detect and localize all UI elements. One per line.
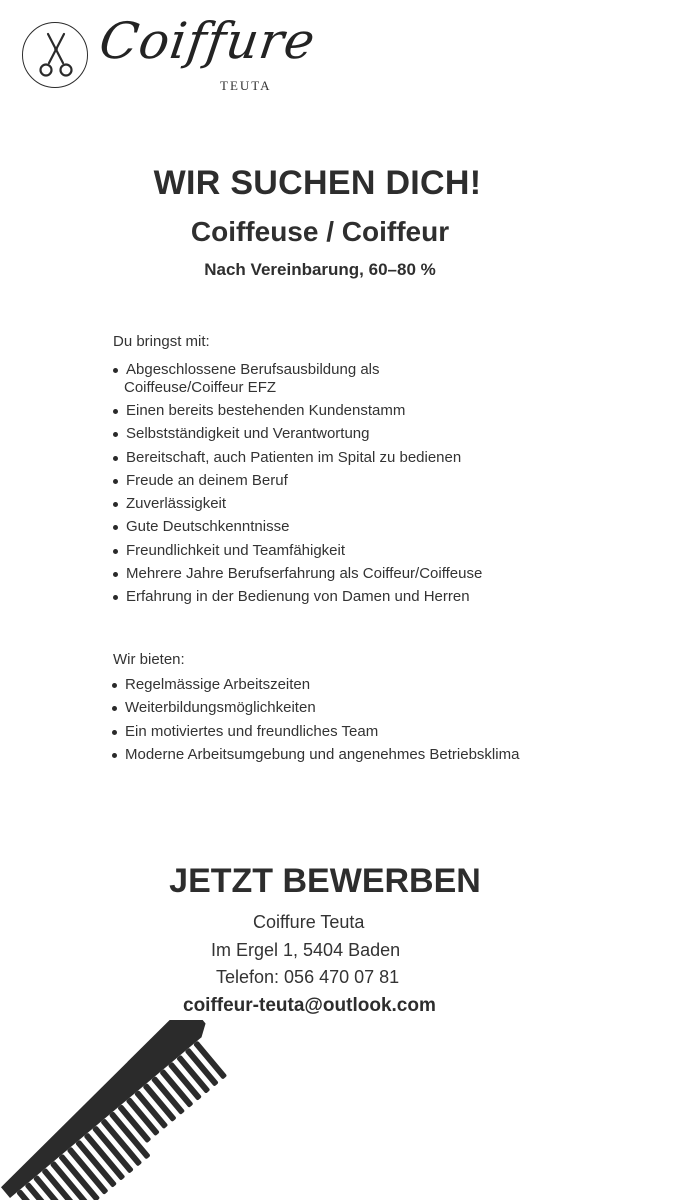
list-item: Freundlichkeit und Teamfähigkeit	[112, 542, 482, 560]
scissors-icon	[36, 32, 76, 80]
list-item: Mehrere Jahre Berufserfahrung als Coiffeur/Coiffeuse	[112, 565, 482, 583]
logo-subtitle: TEUTA	[220, 78, 272, 93]
address: Im Ergel 1, 5404 Baden	[211, 940, 401, 960]
email-link[interactable]: coiffeur-teuta@outlook.com	[183, 995, 436, 1016]
page-title: WIR SUCHEN DICH!	[153, 164, 482, 202]
list-item: Zuverlässigkeit	[112, 495, 482, 513]
list-item: Weiterbildungsmöglichkeiten	[111, 699, 519, 717]
comb-icon	[0, 1020, 240, 1200]
phone[interactable]: Telefon: 056 470 07 81	[216, 967, 400, 987]
list-item: Ein motiviertes und freundliches Team	[111, 723, 519, 741]
offers-title: Wir bieten:	[113, 651, 185, 668]
list-item: Moderne Arbeitsumgebung und angenehmes Betriebsklima	[111, 746, 519, 764]
list-item: Selbstständigkeit und Verantwortung	[112, 425, 482, 443]
list-item: Abgeschlossene Berufsausbildung als	[112, 361, 482, 379]
list-item: Regelmässige Arbeitszeiten	[111, 676, 519, 694]
logo-badge	[22, 22, 88, 88]
offers-list	[111, 676, 519, 769]
apply-heading: JETZT BEWERBEN	[169, 862, 481, 900]
list-item: Bereitschaft, auch Patienten im Spital zu bedienen	[112, 449, 482, 467]
list-item-continuation: Coiffeuse/Coiffeur EFZ	[124, 379, 277, 396]
list-item: Gute Deutschkenntnisse	[112, 518, 482, 536]
requirements-list	[112, 361, 482, 612]
job-terms: Nach Vereinbarung, 60–80 %	[204, 260, 436, 279]
list-item: Freude an deinem Beruf	[112, 472, 482, 490]
list-item: Erfahrung in der Bedienung von Damen und Herren	[112, 588, 482, 606]
requirements-title: Du bringst mit:	[113, 333, 210, 350]
logo-wordmark: Coiffure	[95, 12, 320, 70]
job-position: Coiffeuse / Coiffeur	[190, 216, 450, 247]
list-item: Einen bereits bestehenden Kundenstamm	[112, 402, 482, 420]
company-name: Coiffure Teuta	[253, 912, 365, 932]
